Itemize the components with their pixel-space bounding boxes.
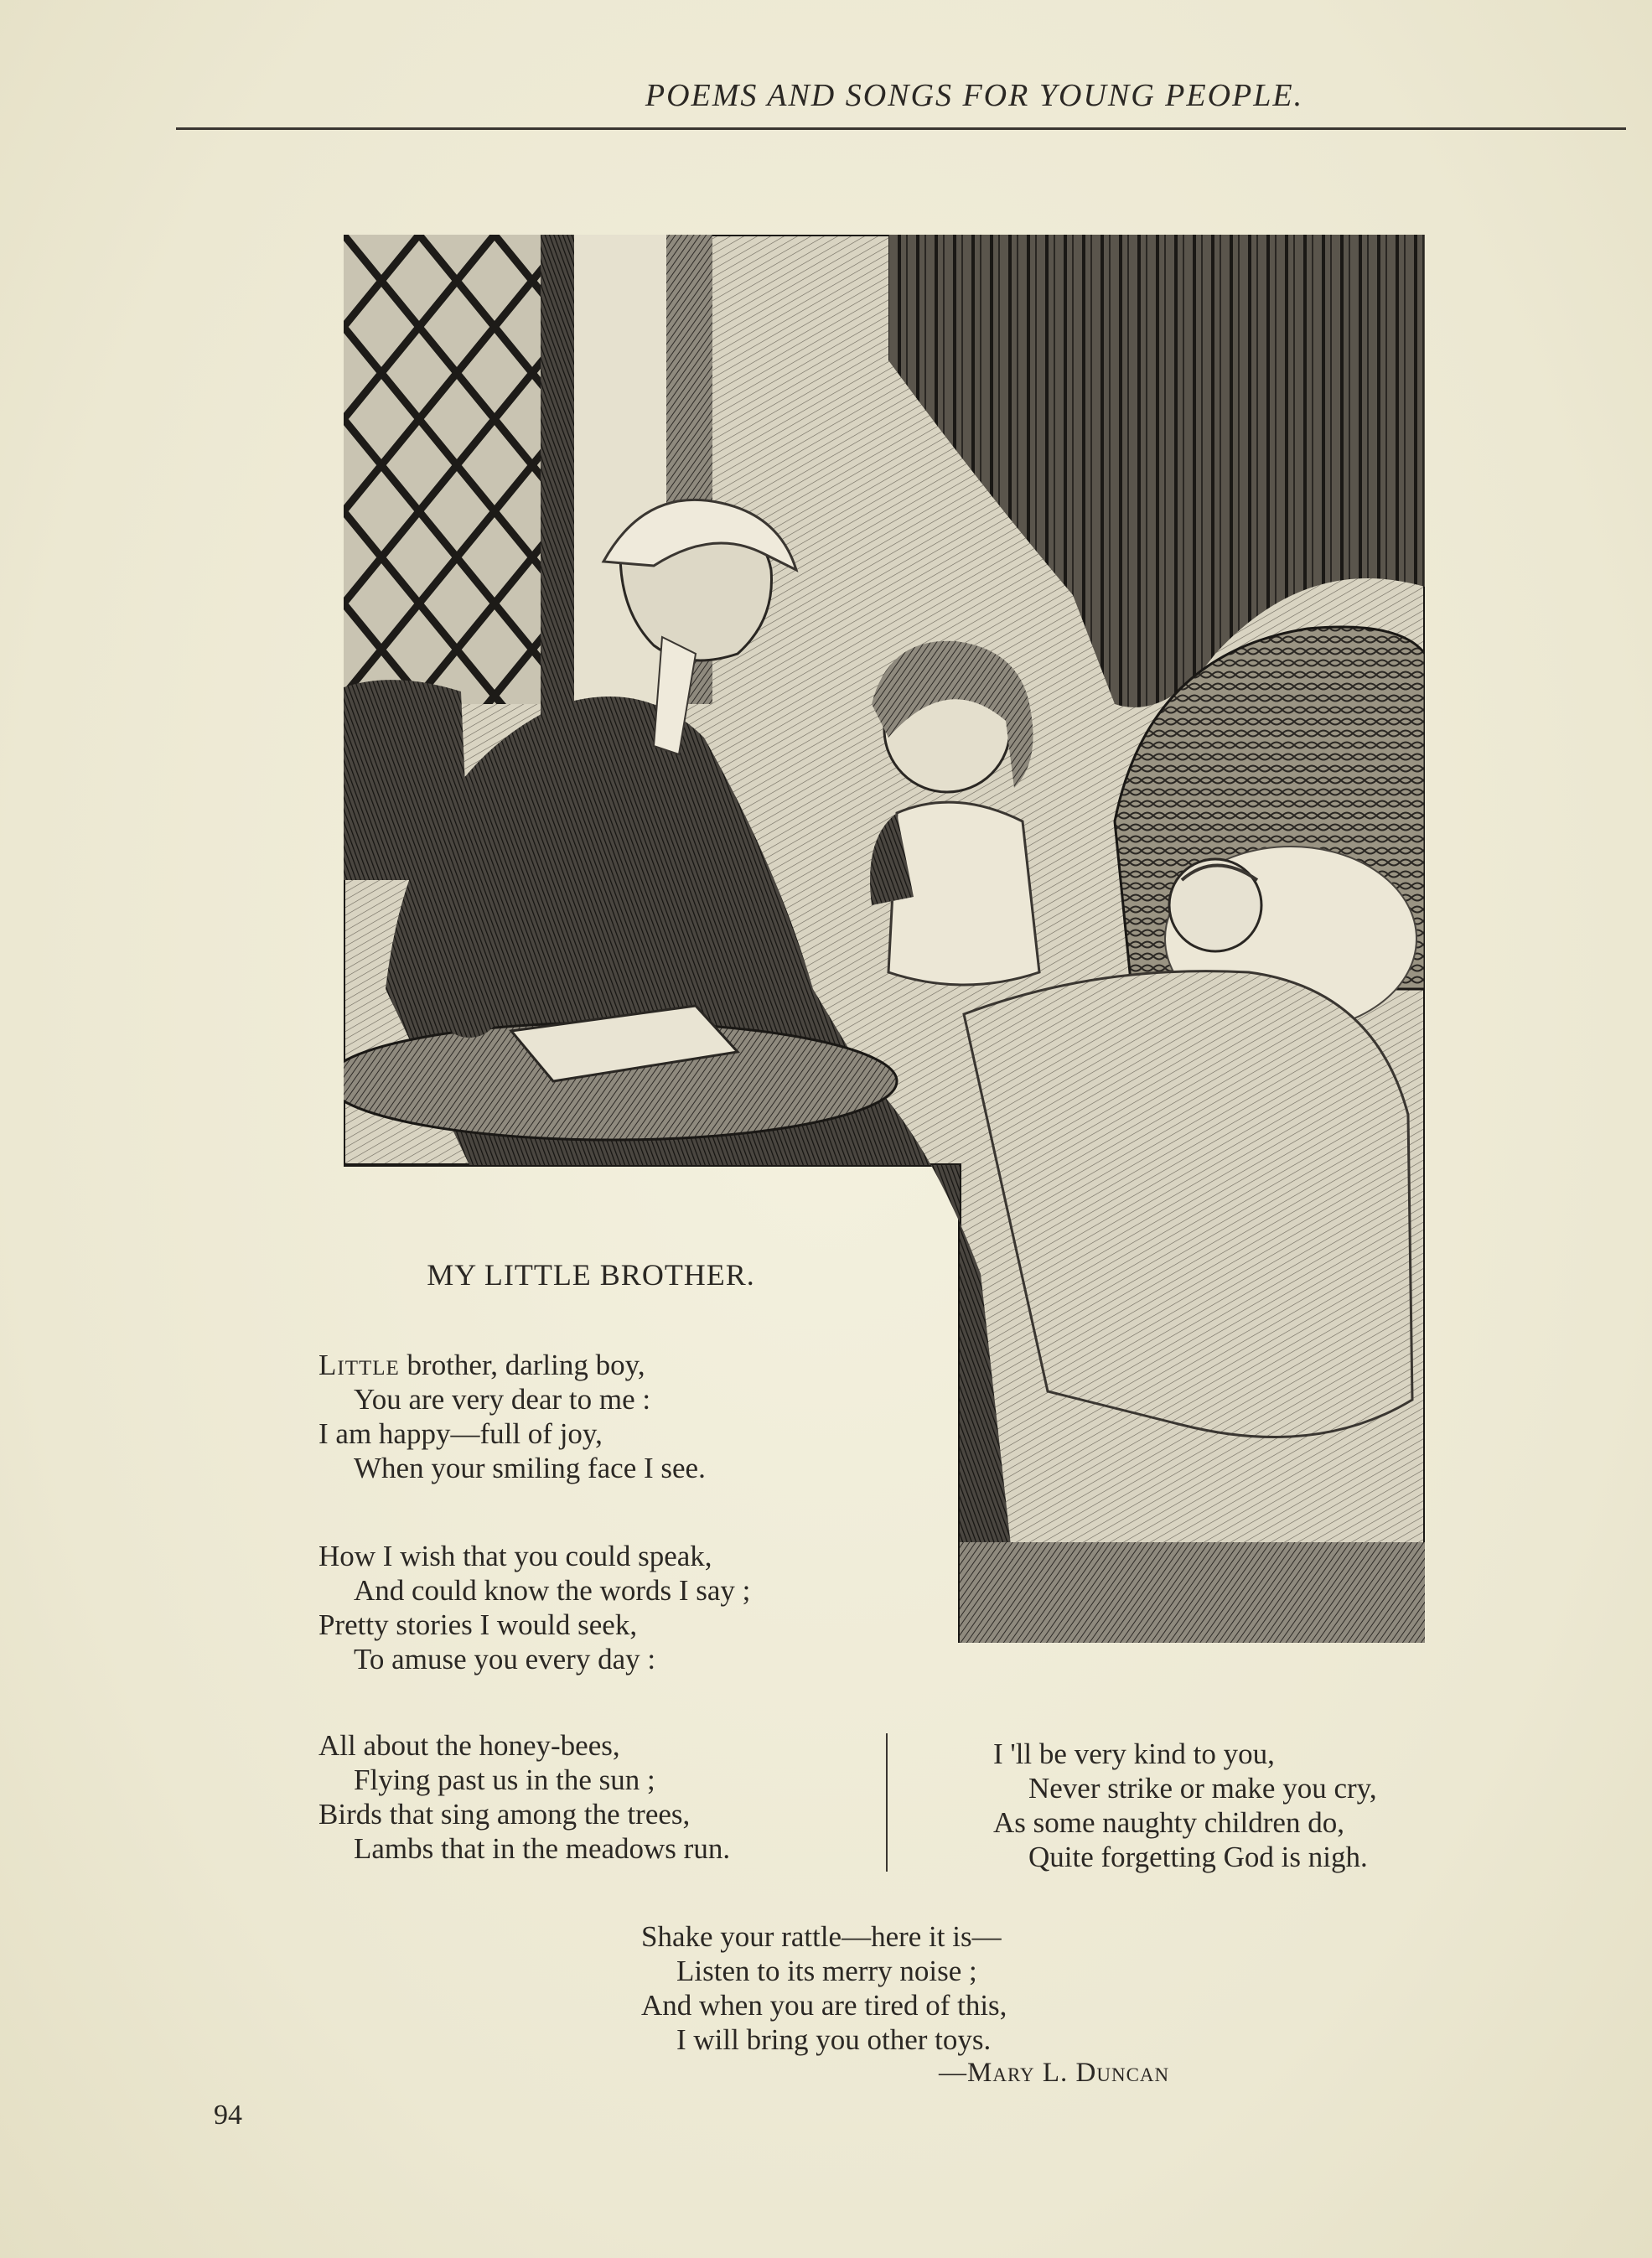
stanza-line: How I wish that you could speak, bbox=[318, 1540, 712, 1572]
stanza-line bbox=[318, 1348, 706, 1382]
stanza-line: Birds that sing among the trees, bbox=[318, 1798, 691, 1831]
stanza-5 bbox=[641, 1919, 1007, 2057]
column-rule bbox=[886, 1733, 888, 1872]
stanza-line: I am happy—full of joy, bbox=[318, 1417, 603, 1450]
stanza-line: Pretty stories I would seek, bbox=[318, 1608, 638, 1641]
stanza-1 bbox=[318, 1348, 706, 1485]
stanza-line: Lambs that in the meadows run. bbox=[354, 1832, 731, 1865]
stanza-2 bbox=[318, 1539, 750, 1676]
stanza-line: I will bring you other toys. bbox=[676, 2023, 992, 2056]
stanza-line: When your smiling face I see. bbox=[354, 1452, 706, 1484]
stanza-line: All about the honey-bees, bbox=[318, 1729, 620, 1762]
stanza-line: Listen to its merry noise ; bbox=[676, 1955, 977, 1987]
stanza-4 bbox=[993, 1737, 1377, 1874]
stanza-line: I 'll be very kind to you, bbox=[993, 1738, 1275, 1770]
stanza-line: Quite forgetting God is nigh. bbox=[1028, 1841, 1368, 1873]
stanza-3 bbox=[318, 1728, 730, 1866]
page-number: 94 bbox=[214, 2100, 242, 2131]
poem-title: MY LITTLE BROTHER. bbox=[427, 1258, 755, 1292]
running-header: POEMS AND SONGS FOR YOUNG PEOPLE. bbox=[645, 78, 1304, 113]
stanza-line: Shake your rattle—here it is— bbox=[641, 1920, 1002, 1953]
poem-author: —Mary L. Duncan bbox=[939, 2058, 1170, 2088]
stanza-line: And could know the words I say ; bbox=[354, 1574, 751, 1607]
stanza-line: And when you are tired of this, bbox=[641, 1989, 1007, 2022]
stanza-line: You are very dear to me : bbox=[354, 1383, 651, 1416]
stanza-line: As some naughty children do, bbox=[993, 1806, 1344, 1839]
stanza-line: Flying past us in the sun ; bbox=[354, 1763, 655, 1796]
line-rest: brother, darling boy, bbox=[399, 1349, 645, 1381]
stanza-line: Never strike or make you cry, bbox=[1028, 1772, 1377, 1805]
drop-word: Little bbox=[318, 1349, 400, 1381]
stanza-line: To amuse you every day : bbox=[354, 1643, 656, 1675]
header-rule bbox=[176, 127, 1626, 130]
